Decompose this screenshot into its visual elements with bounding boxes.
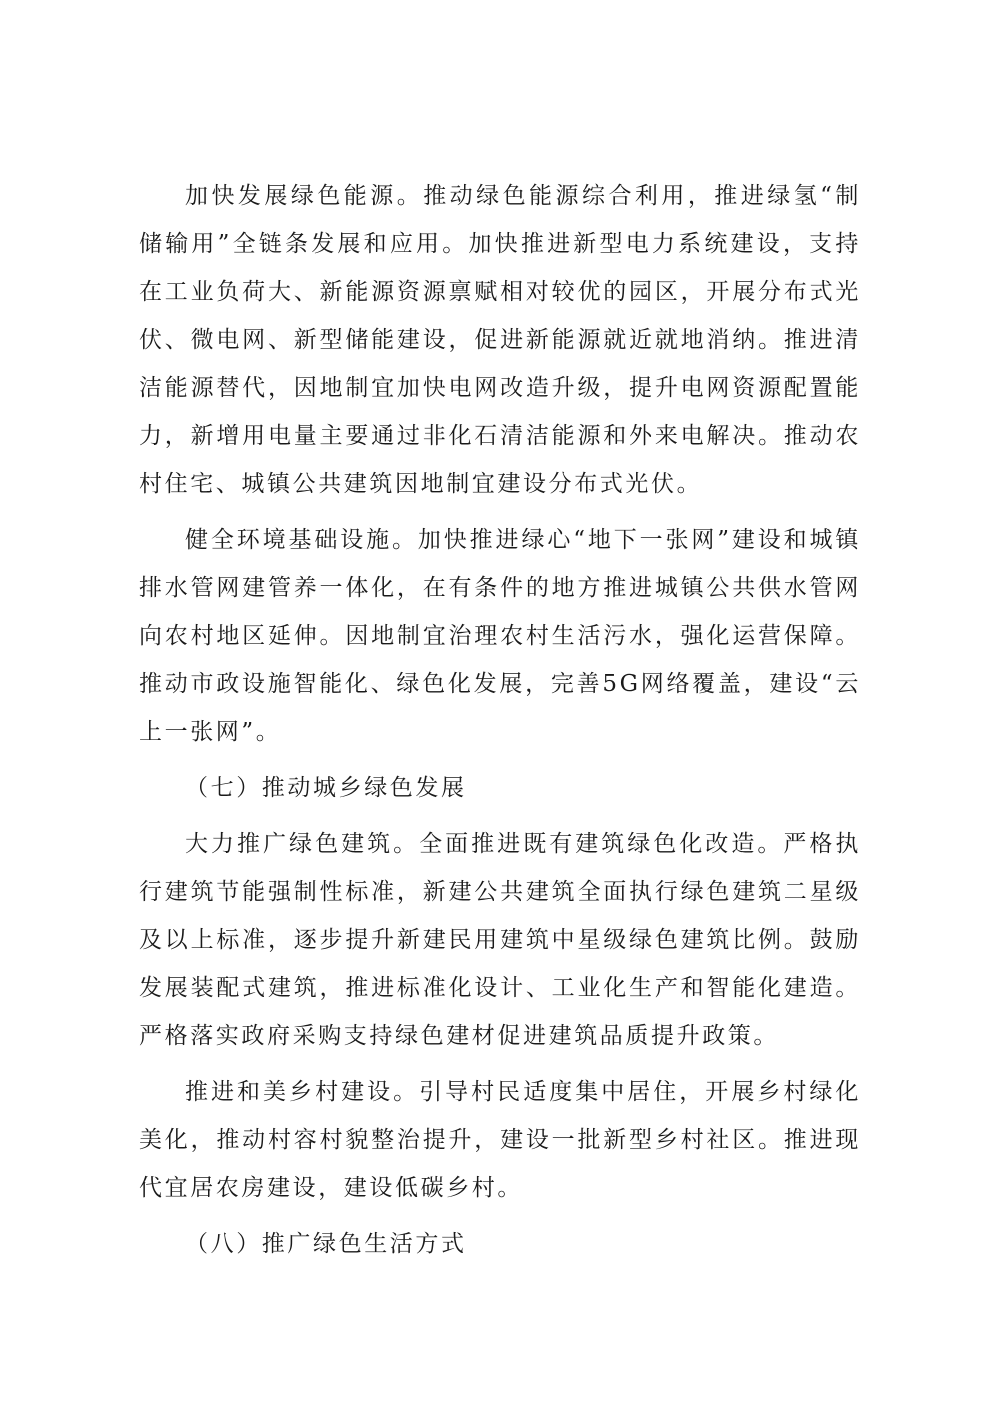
paragraph-lead: 健全环境基础设施。	[185, 527, 418, 553]
paragraph-text: 引导村民适度集中居住，开展乡村绿化美化，推动村容村貌整治提升，建设一批新型乡村社区。推进现代宜居农房建设，建设低碳乡村。	[139, 1079, 861, 1201]
paragraph-environment-infrastructure	[139, 516, 861, 756]
paragraph-lead: 推进和美乡村建设。	[185, 1079, 420, 1105]
paragraph-text: 加快推进绿心“地下一张网”建设和城镇排水管网建管养一体化，在有条件的地方推进城镇公共供水管网向农村地区延伸。因地制宜治理农村生活污水，强化运营保障。推动市政设施智能化、绿色化发展，完善5G网络覆盖，建设“云上一张网”。	[139, 527, 861, 745]
paragraph-lead: 加快发展绿色能源。	[185, 183, 424, 209]
section-heading-8: （八）推广绿色生活方式	[185, 1231, 467, 1257]
paragraph-green-energy	[139, 172, 861, 508]
paragraph-rural-construction	[139, 1068, 861, 1212]
section-heading-7: （七）推动城乡绿色发展	[185, 775, 467, 801]
paragraph-text: 推动绿色能源综合利用，推进绿氢“制储输用”全链条发展和应用。加快推进新型电力系统建设，支持在工业负荷大、新能源资源禀赋相对较优的园区，开展分布式光伏、微电网、新型储能建设，促进新能源就近就地消纳。推进清洁能源替代，因地制宜加快电网改造升级，提升电网资源配置能力，新增用电量主要通过非化石清洁能源和外来电解决。推动农村住宅、城镇公共建筑因地制宜建设分布式光伏。	[139, 183, 861, 497]
paragraph-green-buildings	[139, 820, 861, 1060]
document-body	[139, 172, 861, 1276]
paragraph-lead: 大力推广绿色建筑。	[185, 831, 420, 857]
paragraph-text: 全面推进既有建筑绿色化改造。严格执行建筑节能强制性标准，新建公共建筑全面执行绿色建筑二星级及以上标准，逐步提升新建民用建筑中星级绿色建筑比例。鼓励发展装配式建筑，推进标准化设计、工业化生产和智能化建造。严格落实政府采购支持绿色建材促进建筑品质提升政策。	[139, 831, 861, 1049]
